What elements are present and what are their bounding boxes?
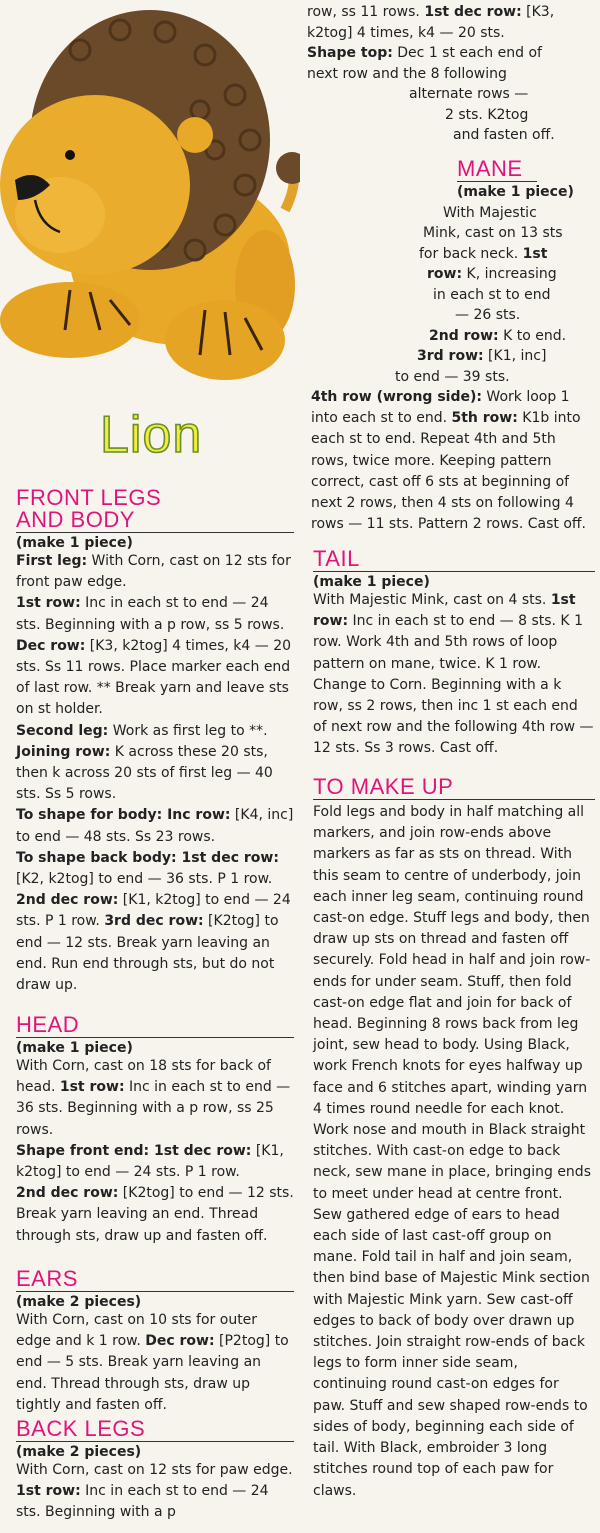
text-line: alternate rows — [409,86,529,102]
text-line: 2nd row: K to end. [429,327,567,344]
instruction-keyword: Shape top: [307,45,393,61]
instructions-tail: With Majestic Mink, cast on 4 sts. 1st row: Inc in each st to end — 8 sts. K 1 row. Work 4th and 5th rows of loop pattern on mane, twice. K 1 row. Change to Corn. Beginning with a k row, ss 2 rows, then inc 1 st each end of next row and the following 4th row — 12 sts. Ss 3 rows. Cast off. [313,592,594,757]
text-line: 2 sts. K2tog [445,106,529,123]
instruction-keyword: 3rd dec row: [104,913,204,930]
heading-mane: MANE [457,158,537,182]
text-line: to end — 39 sts. [395,368,510,385]
heading-front-legs-line1: FRONT LEGS [16,485,162,510]
lion-toy-photo [0,0,300,400]
make-count-ears: (make 2 pieces) [16,1294,142,1310]
section-head [16,1014,294,1247]
section-make-up [313,776,595,1502]
instruction-keyword: Dec row: [145,1333,215,1350]
section-mane [305,158,595,535]
instruction-keyword: Second leg: [16,722,109,739]
section-back-legs [16,1418,294,1524]
instruction-keyword: Joining row: [16,743,111,760]
heading-ears: EARS [16,1268,294,1292]
instruction-keyword: Dec row: [16,637,86,654]
text-line: k2tog] 4 times, k4 — 20 sts. [307,24,505,41]
instruction-keyword: Shape front end: 1st dec row: [16,1142,252,1159]
instruction-keyword: 2nd dec row: [16,892,119,909]
instruction-keyword: 1st row: [16,595,81,612]
instruction-keyword: 5th row: [451,410,518,427]
make-count-back-legs: (make 2 pieces) [16,1444,142,1460]
instructions-head: With Corn, cast on 18 sts for back of head. 1st row: Inc in each st to end — 36 sts. Beginning with a p row, ss 25 rows. Shape front end: 1st dec row: [K1, k2tog] to end — 24 sts. P 1 row. 2nd dec row: [K2tog] to end — 12 sts. Break yarn leaving an end. Thread through sts, draw up and fasten off. [16,1058,294,1244]
back-legs-continued [305,2,595,146]
make-count-tail: (make 1 piece) [313,574,430,590]
text-line: Mink, cast on 13 sts [423,225,563,241]
instructions-ears: With Corn, cast on 10 sts for outer edge and k 1 row. Dec row: [P2tog] to end — 5 sts. Break yarn leaving an end. Thread through sts, draw up tightly and fasten off. [16,1312,289,1413]
heading-front-legs [16,487,294,533]
heading-head: HEAD [16,1014,294,1038]
instruction-keyword: 1st row: [313,592,576,630]
instructions-back-legs: With Corn, cast on 12 sts for paw edge. 1st row: Inc in each st to end — 24 sts. Beginning with a p [16,1462,293,1521]
instruction-keyword: To shape for body: Inc row: [16,807,231,824]
make-count-front-legs: (make 1 piece) [16,535,133,551]
right-column [305,0,595,1533]
instruction-keyword: 1st row: [16,1483,81,1500]
text-line: row: K, increasing [427,266,557,282]
heading-front-legs-line2: AND BODY [16,507,135,532]
instruction-keyword: 4th row (wrong side): [311,389,482,405]
make-count-head: (make 1 piece) [16,1040,133,1056]
instruction-keyword: 2nd row: [429,327,499,344]
heading-tail: TAIL [313,548,595,572]
text-line: With Majestic [443,204,537,221]
text-line: next row and the 8 following [307,65,507,82]
instruction-keyword: (make 1 piece) [457,184,574,200]
section-tail [313,548,595,760]
text-line: 3rd row: [K1, inc] [417,348,547,364]
instructions-front-legs: First leg: With Corn, cast on 12 sts for front paw edge. 1st row: Inc in each st to end — 24 sts. Beginning with a p row, ss 5 rows. Dec row: [K3, k2tog] 4 times, k4 — 20 sts. Ss 11 rows. Place marker each end of last row. ** Break yarn and leave sts on st holder. Second leg: Work as first leg to **. Joining row: K across these 20 sts, then k across 20 sts of first leg — 40 sts. Ss 5 rows. To shape for body: Inc row: [K4, inc] to end — 48 sts. Ss 23 rows. To shape back body: 1st dec row: [K2, k2tog] to end — 36 sts. P 1 row. 2nd dec row: [K1, k2tog] to end — 24 sts. P 1 row. 3rd dec row: [K2tog] to end — 12 sts. Break yarn leaving an end. Run end through sts, but do not draw up. [16,553,294,994]
text-line: — 26 sts. [455,307,521,323]
text-line: and fasten off. [453,127,555,143]
pattern-title: Lion [100,406,203,464]
instruction-keyword: 1st [522,245,548,262]
instructions-make-up: Fold legs and body in half matching all markers, and join row-ends above markers as far as sts on thread. With this seam to centre of underbody, join each inner leg seam, continuing round cast-on edge. Stuff legs and body, then draw up sts on thread and fasten off securely. Fold head in half and join row-ends for under seam. Stuff, then fold cast-on edge flat and join for back of head. Beginning 8 rows back from leg joint, sew head to body. Using Black, work French knots for eyes halfway up face and 6 stitches apart, winding yarn 4 times round needle for each knot. Work nose and mouth in Black straight stitches. With cast-on edge to back neck, sew mane in place, bringing ends to meet under head at centre front. Sew gathered edge of ears to head each side of last cast-off group on mane. Fold tail in half and join seam, then bind base of Majestic Mink section with Majestic Mink yarn. Sew cast-off edges to back of body over drawn up stitches. Join straight row-ends of back legs to form inner side seam, continuing round cast-on edges for paw. Stuff and sew shaped row-ends to sides of body, beginning each side of tail. With Black, embroider 3 long stitches round top of each paw for claws. [313,804,591,1499]
section-front-legs [16,487,294,996]
instruction-keyword: First leg: [16,553,88,569]
instruction-keyword: 1st dec row: [424,4,522,20]
text-line: row, ss 11 rows. 1st dec row: [K3, [307,4,555,20]
instructions-mane: 4th row (wrong side): Work loop 1 into each st to end. 5th row: K1b into each st to end. Repeat 4th and 5th rows, twice more. Keeping pattern correct, cast off 6 sts at beginning of next 2 rows, then 4 sts on following 4 rows — 11 sts. Pattern 2 rows. Cast off. [311,389,586,533]
section-ears [16,1268,294,1416]
heading-make-up: TO MAKE UP [313,776,595,800]
text-line: in each st to end [433,286,551,303]
instruction-keyword: To shape back body: 1st dec row: [16,849,279,866]
instruction-keyword: row: [427,266,463,282]
instruction-keyword: 1st row: [59,1079,125,1096]
heading-back-legs: BACK LEGS [16,1418,294,1442]
instruction-keyword: 3rd row: [417,348,484,364]
text-line: Shape top: Dec 1 st each end of [307,45,542,61]
instruction-keyword: 2nd dec row: [16,1185,119,1202]
text-line [457,182,595,203]
text-line: for back neck. 1st [419,245,548,262]
